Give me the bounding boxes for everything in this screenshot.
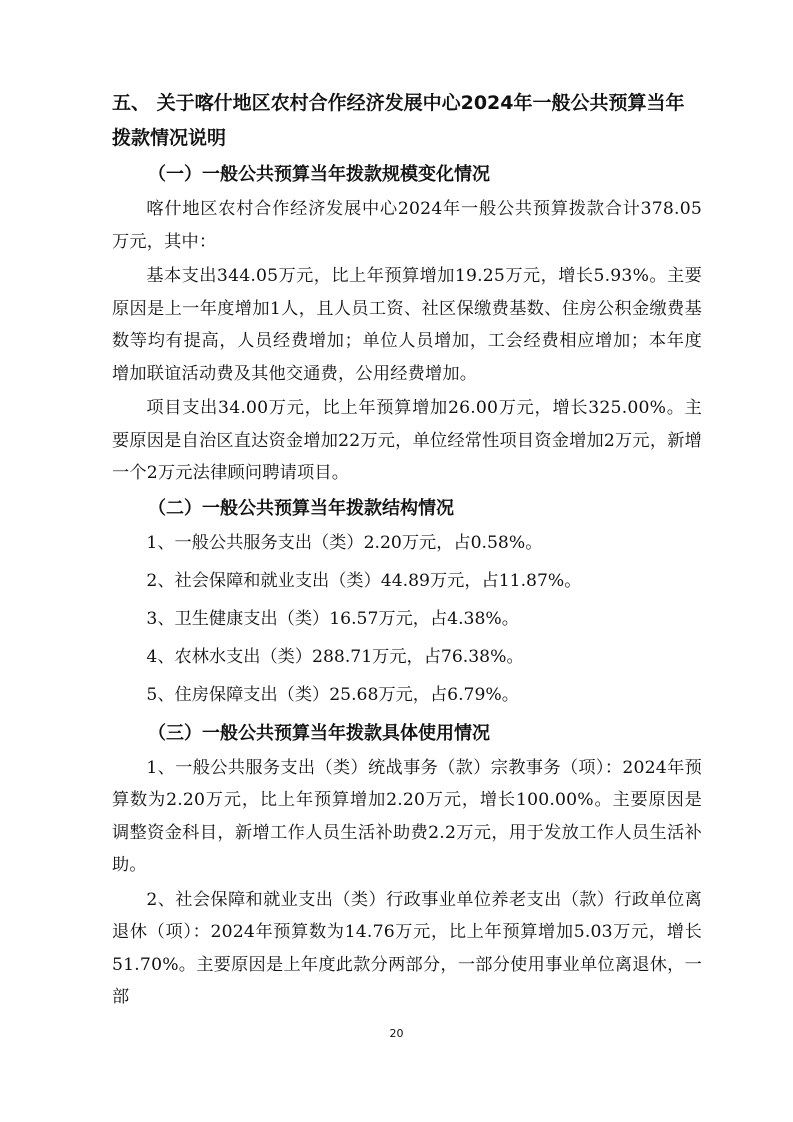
- paragraph-project-expenditure: 项目支出34.00万元，比上年预算增加26.00万元，增长325.00%。主要原因是自治区直达资金增加22万元，单位经常性项目资金增加2万元，新增一个2万元法律顾问聘请项目。: [112, 398, 702, 483]
- list-item: 3、卫生健康支出（类）16.57万元，占4.38%。: [146, 608, 519, 629]
- paragraph-social-security: 2、社会保障和就业支出（类）行政事业单位养老支出（款）行政单位离退休（项）：2024年预算数为14.76万元，比上年预算增加5.03万元，增长51.70%。主要原因是上年度此款分两部分，一部分使用事业单位离退休，一部: [112, 889, 702, 1007]
- subheading-structure: （二）一般公共预算当年拨款结构情况: [148, 497, 454, 519]
- paragraph-basic-expenditure: 基本支出344.05万元，比上年预算增加19.25万元，增长5.93%。主要原因是上一年度增加1人，且人员工资、社区保缴费基数、住房公积金缴费基数等均有提高，人员经费增加；单位人员增加，工会经费相应增加；本年度增加联谊活动费及其他交通费，公用经费增加。: [112, 266, 702, 384]
- paragraph-general-public-services: 1、一般公共服务支出（类）统战事务（款）宗教事务（项）：2024年预算数为2.20万元，比上年预算增加2.20万元，增长100.00%。主要原因是调整资金科目，新增工作人员生活补助费2.2万元，用于发放工作人员生活补助。: [112, 757, 702, 875]
- page-number: 20: [389, 1027, 404, 1040]
- list-item: 5、住房保障支出（类）25.68万元，占6.79%。: [146, 684, 519, 705]
- list-item: 1、一般公共服务支出（类）2.20万元，占0.58%。: [146, 532, 543, 553]
- list-item: 2、社会保障和就业支出（类）44.89万元，占11.87%。: [146, 570, 582, 591]
- paragraph-total: 喀什地区农村合作经济发展中心2024年一般公共预算拨款合计378.05万元，其中：: [112, 199, 702, 252]
- list-item: 4、农林水支出（类）288.71万元，占76.38%。: [146, 646, 524, 667]
- subheading-scale-change: （一）一般公共预算当年拨款规模变化情况: [148, 164, 490, 185]
- section-heading: 五、 关于喀什地区农村合作经济发展中心2024年一般公共预算当年拨款情况说明: [112, 92, 685, 149]
- document-body: [112, 86, 702, 1016]
- subheading-usage: （三）一般公共预算当年拨款具体使用情况: [148, 722, 490, 744]
